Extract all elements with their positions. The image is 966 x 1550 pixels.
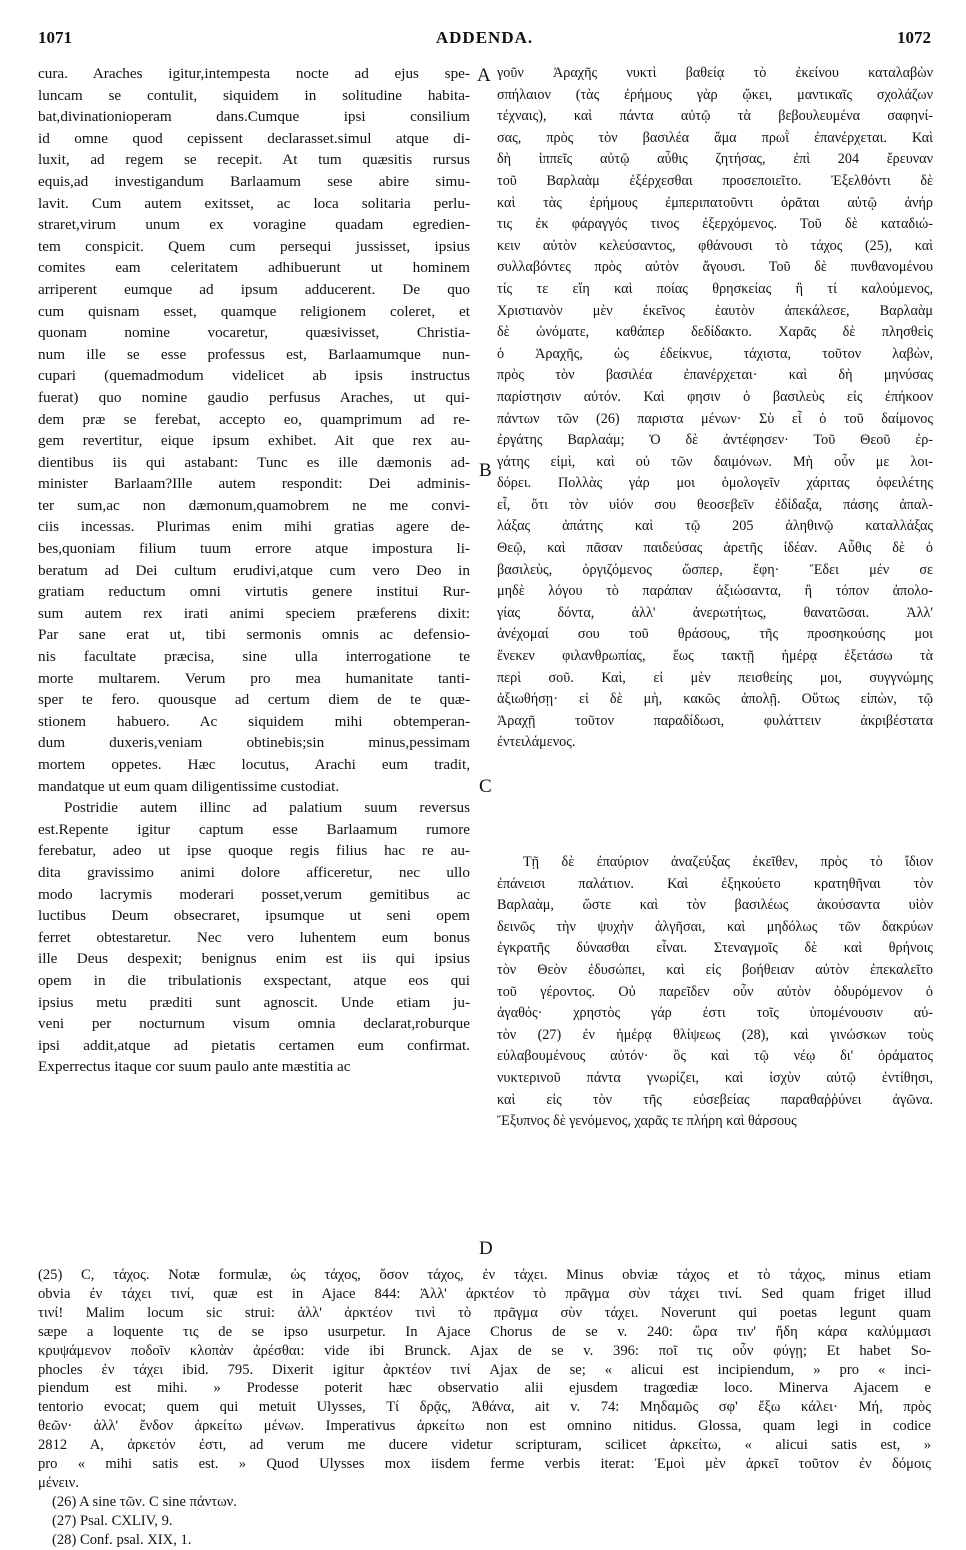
latin-text-line: num ille se esse professus est, Barlaamumque nun- — [38, 345, 470, 363]
latin-text-line: ipsius metu præditi sunt agnoscit. Unde etiam ju- — [38, 993, 470, 1011]
greek-text-line: τις ἐκ φάραγγός τινος ἐξερχόμενος. Τοῦ δὲ καταδιώ- — [497, 216, 933, 233]
greek-text-line: νυκτερινοῦ πάντα γνωρίζει, καὶ ἰσχὺν αὐτῷ ἐντίθησι, — [497, 1069, 933, 1086]
latin-text-line: tem conspicit. Quem cum persequi jussisset, ipsius — [38, 237, 470, 255]
greek-text-line: Ἀραχῇ τοῦτον παραδίδωσι, φυλάττειν ἀκριβέστατα — [497, 712, 933, 729]
footnote-line: pro « mihi satis est. » Quod Ulysses mox iisdem ferme verbis iterat: Ἐμοὶ μὲν ἀρκεῖ τοῦτον ἐν δόμοις — [38, 1456, 931, 1473]
latin-text-line: stionem habuero. Ac siquidem mihi obtemperan- — [38, 712, 470, 730]
latin-text-line: dem præ se ferebat, accepto eo, quamprimum ad re- — [38, 410, 470, 428]
latin-text-line: ter sum,ac non dæmonum,quamobrem ne me convi- — [38, 496, 470, 514]
greek-text-line: τὸν Θεὸν ἐδυσώπει, καὶ εἰς βοήθειαν αὐτὸν ἐπεκαλεῖτο — [497, 961, 933, 978]
latin-text-line: modo lacrymis moderari posset,verum gemitibus ac — [38, 885, 470, 903]
latin-text-line: bat,divinationioperam dans.Cumque ipsi consilium — [38, 108, 470, 126]
greek-text-line: γοῦν Ἀραχῆς νυκτὶ βαθείᾳ τὸ ἐκείνου καταλαβὼν — [497, 65, 933, 81]
latin-text-line: Par sane erat ut, tibi sermonis omnis ac defensio- — [38, 626, 470, 644]
greek-text-line: λάξας ἀπάτης καὶ τῷ 205 ἀληθινῷ καταλλάξας — [497, 518, 933, 535]
greek-column-upper — [497, 63, 933, 754]
greek-text-line: ἐντειλάμενος. — [497, 734, 576, 751]
greek-text-line: τοῦ γέροντος. Οὐ παρεῖδεν οὖν αὐτὸν ὀδυρόμενον ὁ — [497, 983, 933, 1000]
greek-text-line: ἀξιωθήσῃ· εἰ δὲ μὴ, κακῶς ἀπολῇ. Οὕτως εἰπὼν, τῷ — [497, 691, 933, 708]
greek-text-line: δὲ ὠνόματε, καθάπερ δεδίδακτο. Χαρᾶς δὲ πλησθεὶς — [497, 324, 933, 341]
greek-text-line: ὁ Ἀραχῆς, ὡς ἐδείκνυε, τάχιστα, τοῦτον λαβὼν, — [497, 345, 933, 362]
greek-text-line: Τῇ δὲ ἐπαύριον ἀναζεύξας ἐκεῖθεν, πρὸς τὸ ἴδιον — [523, 854, 933, 870]
left-page-number: 1071 — [38, 28, 72, 47]
footnote-line: (26) A sine τῶν. C sine πάντων. — [52, 1493, 237, 1510]
margin-letter-a: A — [477, 65, 491, 86]
latin-text-line: luncam se contulit, siquidem in solitudine habita- — [38, 86, 470, 104]
latin-text-line: comites eam celeritatem adhibuerunt ut hominem — [38, 259, 470, 277]
greek-text-line: καὶ εἰς τὸν τῆς εὐσεβείας παραθαῤῥύνει ἀγῶνα. — [497, 1091, 933, 1108]
greek-text-line: δὴ ἱππεῖς αὐτῷ αὖθις ζητήσας, ἐπὶ 204 ἔρευναν — [497, 151, 933, 168]
greek-text-line: ἐγκρατῆς δύνασθαι εἶναι. Στεναγμοῖς δὲ καὶ θρήνοις — [497, 940, 933, 957]
footnote-line: obvia ἐν τάχει τινί, quæ est in Ajace 844: Ἀλλ' ἀρκτέον τὸ πρᾶγμα σὺν τάχει τινί. Sed quam friget illud — [38, 1285, 931, 1302]
greek-text-line: τίς τε εἴη καὶ ποίας θρησκείας ἢ τί καλούμενος, — [497, 280, 933, 297]
footnote-line: 2812 A, ἀρκετόν ἐστι, ad verum me ducere videtur scripturam, scilicet ἀρκείτω, « alicui satis est, » — [38, 1437, 931, 1454]
greek-text-line: γίας δόντα, ἀλλ' ἀνερωτήτως, θανατῶσαι. Ἀλλ' — [497, 604, 933, 621]
greek-column-lower — [497, 852, 933, 1133]
footnote-line: tentorio evocat; quem qui metuit Ulysses, Τί δρᾷς, Ἀθάνα, ait v. 74: Μηδαμῶς σφ' ἔξω κάλει· Μή, πρὸς — [38, 1399, 931, 1416]
latin-text-line: luxit, ad regem se recepit. At tum quæsitis rursus — [38, 151, 470, 169]
latin-text-line: dita gravissimo animi dolore afficeretur, nec ullo — [38, 863, 470, 881]
latin-text-line: veni per nocturnum visum omnia declarat,roburque — [38, 1015, 470, 1033]
latin-text-line: ferret obtestaretur. Nec vero luhentem eum bonus — [38, 928, 470, 946]
greek-text-line: τέχναις), καὶ πάντα αὐτῷ τὰ βεβουλευμένα σαφηνί- — [497, 108, 933, 125]
latin-text-line: lavit. Cum autem exitsset, ac loca solitaria perlu- — [38, 194, 470, 212]
greek-text-line: τοῦ Βαρλαὰμ ἐξέρχεσθαι προσεποιεῖτο. Ἐξελθόντι δὲ — [497, 172, 933, 189]
greek-text-line: παρίστησιν αὐτόν. Καὶ φησιν ὁ βασιλεὺς εἰς ἐπήκοον — [497, 388, 933, 405]
footnote-line: (25) C, τάχος. Notæ formulæ, ὡς τάχος, ὅσον τάχος, ἐν τάχει. Minus obviæ τάχος et τὸ τάχος, minus etiam — [38, 1267, 931, 1283]
greek-text-line: Θεῷ, καὶ πᾶσαν παιδεύσας ἀρετῆς ἰδέαν. Αὖθις δὲ ὁ — [497, 540, 933, 557]
greek-text-line: καὶ τὰς ἐρήμους ἐμπεριπατοῦντι ὁρᾶται αὐτῷ ἀνήρ — [497, 194, 933, 211]
latin-text-line: ciis incessas. Plurimas enim mihi gratias agere de- — [38, 518, 470, 536]
latin-text-line: nis facultate præcisa, sine ulla interrogatione te — [38, 648, 470, 666]
greek-text-line: μηδὲ λόγου τὸ παράπαν ἀξιώσαντα, ἢ τόπον ἀπολο- — [497, 583, 933, 600]
greek-text-line: Βαρλαὰμ, ὥστε καὶ τὸν βασιλέως ἀκούσαντα υἱὸν — [497, 897, 933, 914]
latin-text-line: fuerat) quo nomine gaudio perfusus Araches, ut qui- — [38, 388, 470, 406]
greek-text-line: ἀγαθός· χρηστὸς γάρ ἐστι τοῖς ὑπομένουσιν αὐ- — [497, 1005, 933, 1022]
latin-text-line: sum autem rex irati animi speciem præferens dixit: — [38, 604, 470, 622]
latin-text-line: ille Deus despexit; benignus enim est iis qui ipsius — [38, 950, 470, 968]
latin-text-line: cura. Araches igitur,intempesta nocte ad ejus spe- — [38, 65, 470, 82]
greek-text-line: περὶ σοῦ. Καὶ, εἰ μὲν πεισθείης μοι, συγγνώμης — [497, 669, 933, 686]
footnote-line: κρυψάμενον ποδοῖν κλοπὰν ἀρέσθαι: vide ibi Brunck. Ajax de se v. 396: ποῖ τις οὖν φύγῃ; Et habet So- — [38, 1342, 931, 1359]
greek-text-line: εἶ, ὅτι τὸν υἱόν σου θεοσεβεῖν ἐδίδαξα, πάσης ἀπαλ- — [497, 496, 933, 513]
latin-text-line: ferebatur, adeo ut ipse quoque regis filius hac re au- — [38, 842, 470, 860]
greek-text-line: εὐλαβουμένους αὐτόν· ὃς καὶ τῷ νέῳ δι' ὁράματος — [497, 1048, 933, 1065]
latin-text-line: equis,ad investigandum Barlaamum sese abire simu- — [38, 172, 470, 190]
latin-text-line: Experrectus itaque cor suum paulo ante mæstitia ac — [38, 1058, 351, 1076]
greek-text-line: τὸν (27) ἐν ἡμέρᾳ θλίψεως (28), καὶ γινώσκων τοὺς — [497, 1026, 933, 1043]
greek-text-line: ἐργάτης Βαρλαάμ; Ὁ δὲ ἀντέφησεν· Τοῦ Θεοῦ ἐρ- — [497, 432, 933, 449]
greek-text-line: σας, πρὸς τὸν βασιλέα ἅμα πρωῒ ἐπανέρχεται. Καὶ — [497, 129, 933, 146]
greek-text-line: ἕνεκεν φιλανθρωπίας, ἕως τακτῇ ἡμέρᾳ ἐξετάσω τὰ — [497, 648, 933, 665]
latin-text-line: Postridie autem illinc ad palatium suum reversus — [64, 799, 470, 817]
latin-text-line: straret,virum unum ex voragine quadam egredien- — [38, 216, 470, 234]
latin-text-line: morte multarem. Verum pro mea humanitate tanti- — [38, 669, 470, 687]
latin-text-line: bes,quoniam filium tuum errore atque impostura li- — [38, 540, 470, 558]
footnote-line: μένειν. — [38, 1474, 79, 1491]
greek-text-line: Ἔξυπνος δὲ γενόμενος, χαρᾶς τε πλήρη καὶ θάρσους — [497, 1113, 797, 1130]
footnote-line: (27) Psal. CXLIV, 9. — [52, 1512, 173, 1529]
footnote-line: piendum est mihi. » Prodesse poterit hæc observatio alii ejusdem tragœdiæ loco. Minerva Ajacem e — [38, 1380, 931, 1397]
footnote-line: sæpe a loquente τις de se ipso usurpetur. In Ajace Chorus de se v. 240: ὥρα τιν' ἤδη κάρα καλύμμασι — [38, 1323, 931, 1340]
latin-column — [38, 63, 470, 1078]
greek-text-line: δόρει. Πολλὰς γάρ μοι ὁμολογεῖν χάριτας ὀφειλέτης — [497, 475, 933, 492]
running-header — [38, 28, 931, 50]
greek-text-line: σπήλαιον (τὰς ἐρήμους γὰρ ᾤκει, μαντικαῖς σχολάζων — [497, 86, 933, 103]
greek-text-line: γάτης εἰμὶ, καὶ οὐ τῶν δαιμόνων. Μὴ οὖν με λοι- — [497, 453, 933, 470]
latin-text-line: est.Repente igitur captum esse Barlaamum rumore — [38, 820, 470, 838]
greek-text-line: ἐπάνεισι παλάτιον. Καὶ ἐξηκούετο κρατηθῆναι τὸν — [497, 875, 933, 892]
running-title: ADDENDA. — [435, 28, 534, 47]
greek-text-line: πρὸς τὸν βασιλέα ἐπανέρχεται· καὶ δὴ μηνύσας — [497, 367, 933, 384]
greek-text-line: κειν αὐτὸν κελεύσαντος, φθάνουσι τὸ τάχος (25), καὶ — [497, 237, 933, 254]
footnote-line: θεῶν· ἀλλ' ἔνδον ἀρκείτω μένων. Imperativus ἀρκείτω non est omnino nitidus. Glossa, quam legi in codice — [38, 1418, 931, 1435]
latin-text-line: luctibus Deum obsecraret, ipsumque ut seni opem — [38, 907, 470, 925]
latin-text-line: minister Barlaam?Ille autem respondit: Dei adminis- — [38, 475, 470, 493]
margin-letter-d: D — [479, 1238, 493, 1259]
latin-text-line: quonam nomine vocaretur, quæsivisset, Christia- — [38, 324, 470, 342]
latin-text-line: cum quisnam esset, quamque religionem coleret, et — [38, 302, 470, 320]
right-page-number: 1072 — [897, 28, 931, 47]
latin-text-line: beratum ad Dei cultum erudivi,atque cum vero Deo in — [38, 561, 470, 579]
latin-text-line: mandatque ut eum quam diligentissime custodiat. — [38, 777, 340, 795]
footnote-line: phocles ἐν τάχει ibid. 795. Dixerit igitur ἀρκτέον τινί Ajax de se; « alicui est incipiendum, » pro « inci- — [38, 1361, 931, 1378]
greek-text-line: δεινῶς τὴν ψυχὴν ἀλγῆσαι, καὶ μηδόλως τῶν δακρύων — [497, 918, 933, 935]
latin-text-line: ipsi addit,atque ad pietatis certamen eum confirmat. — [38, 1036, 470, 1054]
greek-text-line: ἀνέχομαί σου τοῦ θράσους, τῆς προσηκούσης μοι — [497, 626, 933, 643]
footnote-line: τινί! Malim locum sic strui: ἀλλ' ἀρκτέον τινὶ τὸ πρᾶγμα σὺν τάχει. Noverunt qui poetas legunt quam — [38, 1304, 931, 1321]
footnotes — [38, 1266, 931, 1550]
margin-letter-c: C — [479, 776, 492, 797]
latin-text-line: opem in die tribulationis exspectant, atque eos qui — [38, 971, 470, 989]
greek-text-line: πάντων τῶν (26) παριστα μένων· Σὺ εἶ ὁ τοῦ δαίμονος — [497, 410, 933, 427]
latin-text-line: arriperent eumque ad ipsum adducerent. De quo — [38, 280, 470, 298]
latin-text-line: cupari (quemadmodum videlicet ab ipsis instructus — [38, 367, 470, 385]
footnote-line: (28) Conf. psal. XIX, 1. — [52, 1531, 192, 1548]
greek-text-line: Χριστιανὸν μὲν ἐκεῖνος ἑαυτὸν ἀπεκάλεσε, Βαρλαὰμ — [497, 302, 933, 319]
greek-text-line: βασιλεὺς, ὀργιζόμενος ὥσπερ, ἔφη· Ἔδει μέν σε — [497, 561, 933, 578]
latin-text-line: sper te fero. quousque ad certum diem de te quæ- — [38, 691, 470, 709]
latin-text-line: dientibus iis qui astabant: Tunc es ille dæmonis ad- — [38, 453, 470, 471]
latin-text-line: gratiam reductum omni virtutis genere institui Rur- — [38, 583, 470, 601]
latin-text-line: mortem oppetes. Hæc locutus, Arachi eum tradit, — [38, 756, 470, 773]
margin-letter-b: B — [479, 460, 492, 481]
greek-text-line: συλλαβόντες πρὸς αὐτὸν ἄγουσι. Τοῦ δὲ πυνθανομένου — [497, 259, 933, 276]
latin-text-line: dum duxeris,veniam obtinebis;sin minus,pessimam — [38, 734, 470, 752]
latin-text-line: gem revertitur, eique ipsum exhibet. Ait que rex au- — [38, 432, 470, 450]
latin-text-line: id omne quod cepissent declarasset.simul atque di- — [38, 129, 470, 147]
